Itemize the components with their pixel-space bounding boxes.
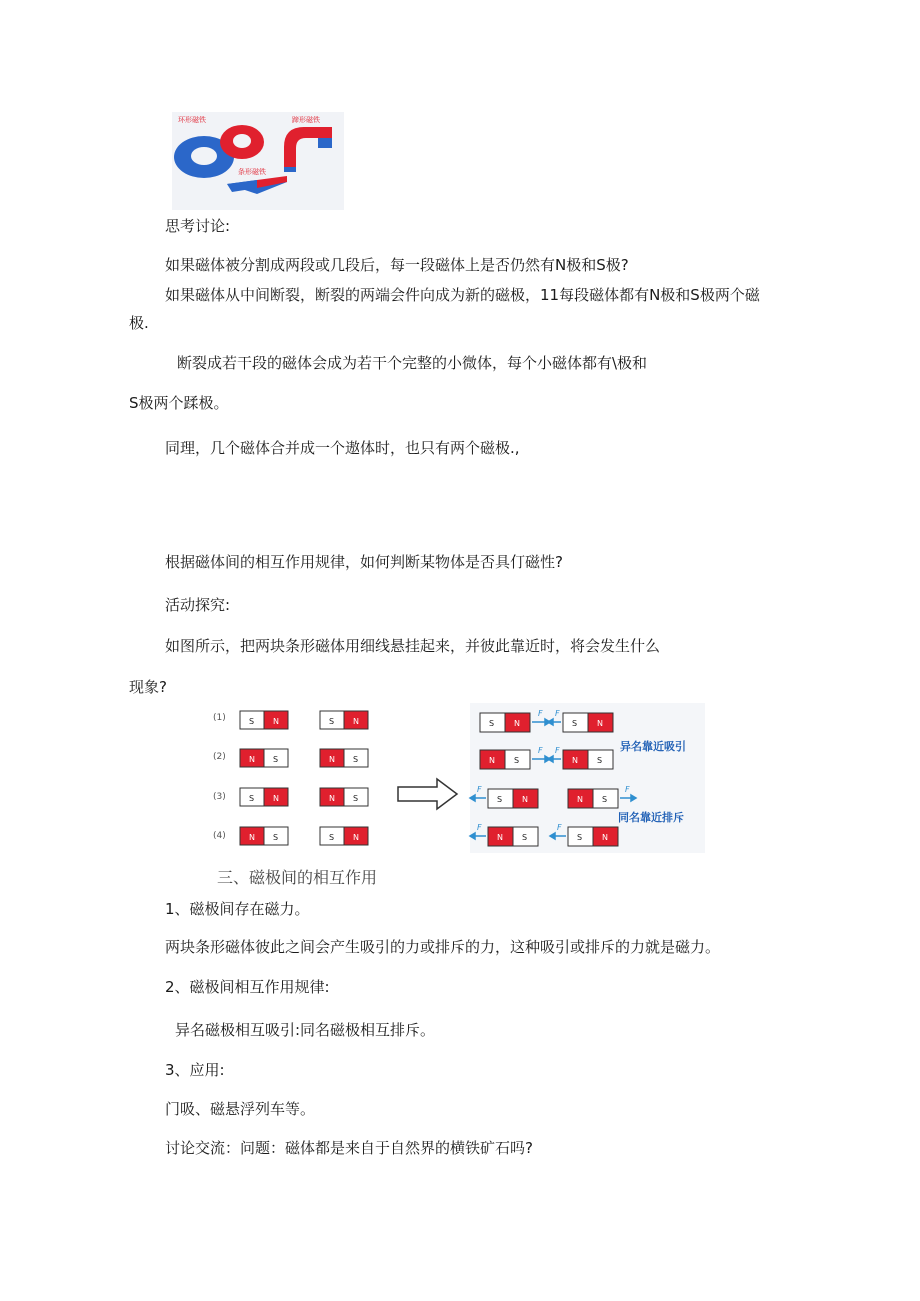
result-2a-s: S	[514, 756, 520, 765]
figure-caption: 三、磁极间的相互作用	[217, 868, 378, 887]
magnet-3b-s: S	[353, 794, 359, 803]
paragraph-point-1: 1、磁极间存在磁力。	[165, 900, 310, 918]
magnet-2a-n: N	[249, 755, 255, 764]
force-label-4a: F	[477, 823, 482, 832]
result-4a-s: S	[522, 833, 528, 842]
result-3b-s: S	[602, 795, 608, 804]
magnet-interaction-figure	[205, 703, 705, 890]
paragraph-question-2: 根据磁体间的相互作用规律，如何判断某物体是否具仃磁性?	[165, 553, 563, 571]
result-magnet-4b	[568, 827, 618, 846]
magnets-photo	[172, 112, 344, 210]
magnet-3a-s: S	[249, 794, 255, 803]
force-label-1b: F	[555, 709, 560, 718]
result-magnet-2a	[480, 750, 530, 769]
paragraph-answer-2: 断裂成若干段的磁体会成为若干个完整的小微体，每个小磁体都有\极和	[177, 354, 648, 372]
magnet-2b-s: S	[353, 755, 359, 764]
magnet-4b-s: S	[329, 833, 335, 842]
paragraph-discussion-heading: 思考讨论:	[165, 217, 231, 235]
paragraph-point-1-desc: 两块条形磁体彼此之间会产生吸引的力或排斥的力，这种吸引或排斥的力就是磁力。	[165, 938, 721, 956]
magnet-3a	[240, 788, 288, 806]
paragraph-point-2: 2、磁极间相互作用规律:	[165, 978, 330, 996]
hollow-arrow-icon	[398, 779, 457, 809]
magnet-1b-n: N	[353, 717, 359, 726]
magnet-2a-s: S	[273, 755, 279, 764]
paragraph-activity: 如图所示，把两块条形磁体用细线悬挂起来，并彼此靠近时，将会发生什么	[165, 637, 661, 655]
label-bar-magnet: 条形磁铁	[238, 168, 266, 176]
paragraph-question: 如果磁体被分割成两段或几段后，每一段磁体上是否仍然有N极和S极?	[165, 256, 629, 274]
force-label-3a: F	[477, 785, 482, 794]
magnet-3b-n: N	[329, 794, 335, 803]
magnets-photo-svg	[172, 112, 344, 210]
magnet-4b-n: N	[353, 833, 359, 842]
result-4b-n: N	[602, 833, 608, 842]
paragraph-answer-3: 同理，几个磁体合并成一个遨体时，也只有两个磁极.,	[165, 439, 520, 457]
result-1b-n: N	[597, 719, 603, 728]
paragraph-point-3: 3、应用:	[165, 1061, 225, 1079]
magnet-interaction-svg	[205, 703, 705, 890]
magnet-4a-s: S	[273, 833, 279, 842]
result-3b-n: N	[577, 795, 583, 804]
result-3a-n: N	[522, 795, 528, 804]
result-magnet-1a	[480, 713, 530, 732]
result-magnet-4a	[488, 827, 538, 846]
result-2a-n: N	[489, 756, 495, 765]
magnet-1a-n: N	[273, 717, 279, 726]
paragraph-point-2-desc: 异名磁极相互吸引:同名磁极相互排斥。	[175, 1021, 436, 1039]
label-ring-magnet: 环形磁铁	[178, 116, 206, 124]
result-1b-s: S	[572, 719, 578, 728]
paragraph-answer-1: 如果磁体从中间断裂，断裂的两端会件向成为新的磁极，11每段磁体都有N极和S极两个磁	[165, 286, 760, 304]
ring-magnet-red	[220, 125, 264, 159]
paragraph-activity-heading: 活动探究:	[165, 596, 231, 614]
result-2b-s: S	[597, 756, 603, 765]
force-label-3b: F	[625, 785, 630, 794]
magnet-2a	[240, 749, 288, 767]
magnet-4b	[320, 827, 368, 845]
row-label-3: (3)	[213, 792, 226, 802]
row-label-4: (4)	[213, 831, 226, 841]
result-magnet-3b	[568, 789, 618, 808]
result-1a-s: S	[489, 719, 495, 728]
force-label-2b: F	[555, 746, 560, 755]
result-3a-s: S	[497, 795, 503, 804]
label-repel: 同名靠近排斥	[618, 811, 684, 824]
label-attract: 异名靠近吸引	[620, 740, 686, 753]
result-magnet-2b	[563, 750, 613, 769]
paragraph-activity-cont: 现象?	[129, 678, 167, 696]
row-label-1: (1)	[213, 713, 226, 723]
row-label-2: (2)	[213, 752, 226, 762]
magnet-4a	[240, 827, 288, 845]
result-magnet-3a	[488, 789, 538, 808]
result-2b-n: N	[572, 756, 578, 765]
paragraph-answer-1-cont: 极.	[129, 314, 149, 332]
result-4a-n: N	[497, 833, 503, 842]
magnet-1b-s: S	[329, 717, 335, 726]
result-4b-s: S	[577, 833, 583, 842]
paragraph-point-3-desc: 门吸、磁悬浮列车等。	[165, 1100, 316, 1118]
magnet-3b	[320, 788, 368, 806]
result-magnet-1b	[563, 713, 613, 732]
result-1a-n: N	[514, 719, 520, 728]
magnet-1a-s: S	[249, 717, 255, 726]
paragraph-answer-2-cont: S极两个蹂极。	[129, 394, 229, 412]
magnet-3a-n: N	[273, 794, 279, 803]
magnet-1a	[240, 711, 288, 729]
force-label-1a: F	[538, 709, 543, 718]
magnet-1b	[320, 711, 368, 729]
magnet-2b	[320, 749, 368, 767]
paragraph-discussion-question: 讨论交流：问题：磁体都是来自于自然界的横铁矿石吗?	[165, 1139, 533, 1157]
force-label-2a: F	[538, 746, 543, 755]
force-label-4b: F	[557, 823, 562, 832]
label-horseshoe-magnet: 蹄形磁铁	[292, 116, 320, 124]
magnet-2b-n: N	[329, 755, 335, 764]
magnet-4a-n: N	[249, 833, 255, 842]
